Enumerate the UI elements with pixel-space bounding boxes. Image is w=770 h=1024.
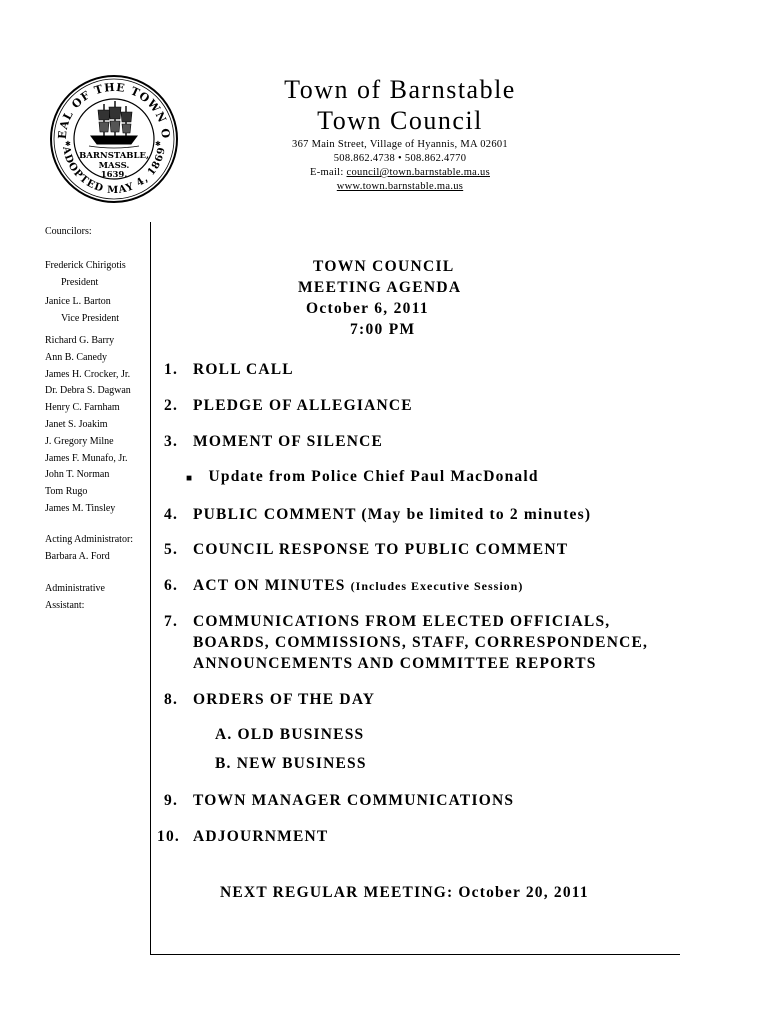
agenda-heading-1: TOWN COUNCIL [313, 258, 455, 275]
member-name: James F. Munafo, Jr. [45, 452, 128, 464]
agenda-item [164, 431, 383, 452]
member-name: James H. Crocker, Jr. [45, 368, 131, 380]
member-name: James M. Tinsley [45, 502, 116, 514]
item-number: 10. [157, 828, 180, 845]
member-name: John T. Norman [45, 469, 110, 481]
bullet-text: Update from Police Chief Paul MacDonald [208, 468, 539, 485]
agenda-item [164, 575, 523, 597]
admin-assistant-label: Administrative [45, 583, 105, 595]
next-meeting: NEXT REGULAR MEETING: October 20, 2011 [220, 884, 589, 901]
member-name: J. Gregory Milne [45, 435, 114, 447]
acting-admin-name: Barbara A. Ford [45, 550, 110, 562]
member-name: Tom Rugo [45, 486, 88, 498]
item-number: 2. [164, 397, 179, 414]
member-name: Janet S. Joakim [45, 418, 108, 430]
phone-numbers: 508.862.4738 • 508.862.4770 [333, 153, 467, 164]
president-title: President [61, 276, 99, 288]
agenda-item [157, 826, 328, 847]
seal-bottom-text: ADOPTED MAY 4, 1869 [60, 145, 168, 197]
town-seal-graphic [49, 74, 179, 204]
email-line [260, 166, 540, 180]
svg-text:✱: ✱ [65, 140, 71, 148]
letterhead [260, 74, 540, 194]
seal-center-line2: MASS. [98, 161, 130, 171]
item-text: TOWN MANAGER COMMUNICATIONS [193, 792, 515, 809]
website-link[interactable]: www.town.barnstable.ma.us [336, 181, 464, 192]
acting-admin-label: Acting Administrator: [45, 533, 134, 545]
item-text: ADJOURNMENT [193, 828, 329, 845]
agenda-item [164, 790, 514, 811]
vice-president-title: Vice President [61, 313, 119, 325]
item-number: 4. [164, 506, 179, 523]
president-name: Frederick Chirigotis [45, 259, 126, 271]
bottom-rule [150, 954, 680, 955]
item-text: PUBLIC COMMENT (May be limited to 2 minutes) [193, 506, 592, 523]
agenda-item [164, 689, 375, 710]
item-text: PLEDGE OF ALLEGIANCE [193, 397, 413, 414]
council-name: Town Council [317, 106, 483, 135]
agenda-bullet [186, 468, 539, 486]
seal-center-line3: 1639. [100, 170, 128, 180]
agenda-time: 7:00 PM [350, 321, 416, 338]
svg-text:✱: ✱ [155, 140, 161, 148]
item-text: ACT ON MINUTES [193, 577, 346, 594]
sidebar-divider [150, 222, 151, 955]
item-text: ORDERS OF THE DAY [193, 691, 376, 708]
email-link[interactable]: council@town.barnstable.ma.us [346, 167, 490, 178]
councilors-sidebar [45, 224, 153, 615]
item-number: 8. [164, 691, 179, 708]
ship-icon [89, 101, 139, 148]
town-name: Town of Barnstable [284, 75, 516, 104]
agenda-item-continued: ANNOUNCEMENTS AND COMMITTEE REPORTS [193, 655, 597, 672]
address: 367 Main Street, Village of Hyannis, MA 02601 [292, 139, 508, 150]
agenda-item [164, 504, 591, 525]
agenda-item [164, 539, 568, 560]
admin-assistant-label: Assistant: [45, 600, 85, 612]
agenda-heading-2: MEETING AGENDA [298, 279, 462, 296]
item-number: 5. [164, 541, 179, 558]
councilors-heading: Councilors: [45, 226, 92, 237]
item-number: 6. [164, 577, 179, 594]
member-name: Ann B. Canedy [45, 351, 107, 363]
agenda-item [164, 359, 294, 380]
bullet-square-icon: ■ [186, 473, 194, 484]
item-number: 3. [164, 433, 179, 450]
item-text: COMMUNICATIONS FROM ELECTED OFFICIALS, [193, 613, 611, 630]
seal-outer-text: EAL OF THE TOWN O [55, 80, 173, 140]
item-number: 1. [164, 361, 179, 378]
agenda-date: October 6, 2011 [306, 300, 429, 317]
vice-president-name: Janice L. Barton [45, 296, 111, 308]
town-seal [49, 74, 179, 204]
sub-item-old-business: A. OLD BUSINESS [215, 726, 365, 743]
item-text: COUNCIL RESPONSE TO PUBLIC COMMENT [193, 541, 569, 558]
member-name: Henry C. Farnham [45, 402, 120, 414]
email-label: E-mail: [310, 167, 344, 178]
item-number: 7. [164, 613, 179, 630]
member-name: Richard G. Barry [45, 334, 115, 346]
member-name: Dr. Debra S. Dagwan [45, 385, 131, 397]
contact-block [260, 138, 540, 194]
item-text: ROLL CALL [193, 361, 294, 378]
item-note: (Includes Executive Session) [350, 579, 524, 593]
agenda-item [164, 395, 413, 416]
item-number: 9. [164, 792, 179, 809]
seal-center-line1: BARNSTABLE, [79, 151, 149, 161]
agenda-item [164, 611, 610, 632]
agenda-item-continued: BOARDS, COMMISSIONS, STAFF, CORRESPONDENCE, [193, 634, 649, 651]
item-text: MOMENT OF SILENCE [193, 433, 384, 450]
sub-item-new-business: B. NEW BUSINESS [215, 755, 367, 772]
